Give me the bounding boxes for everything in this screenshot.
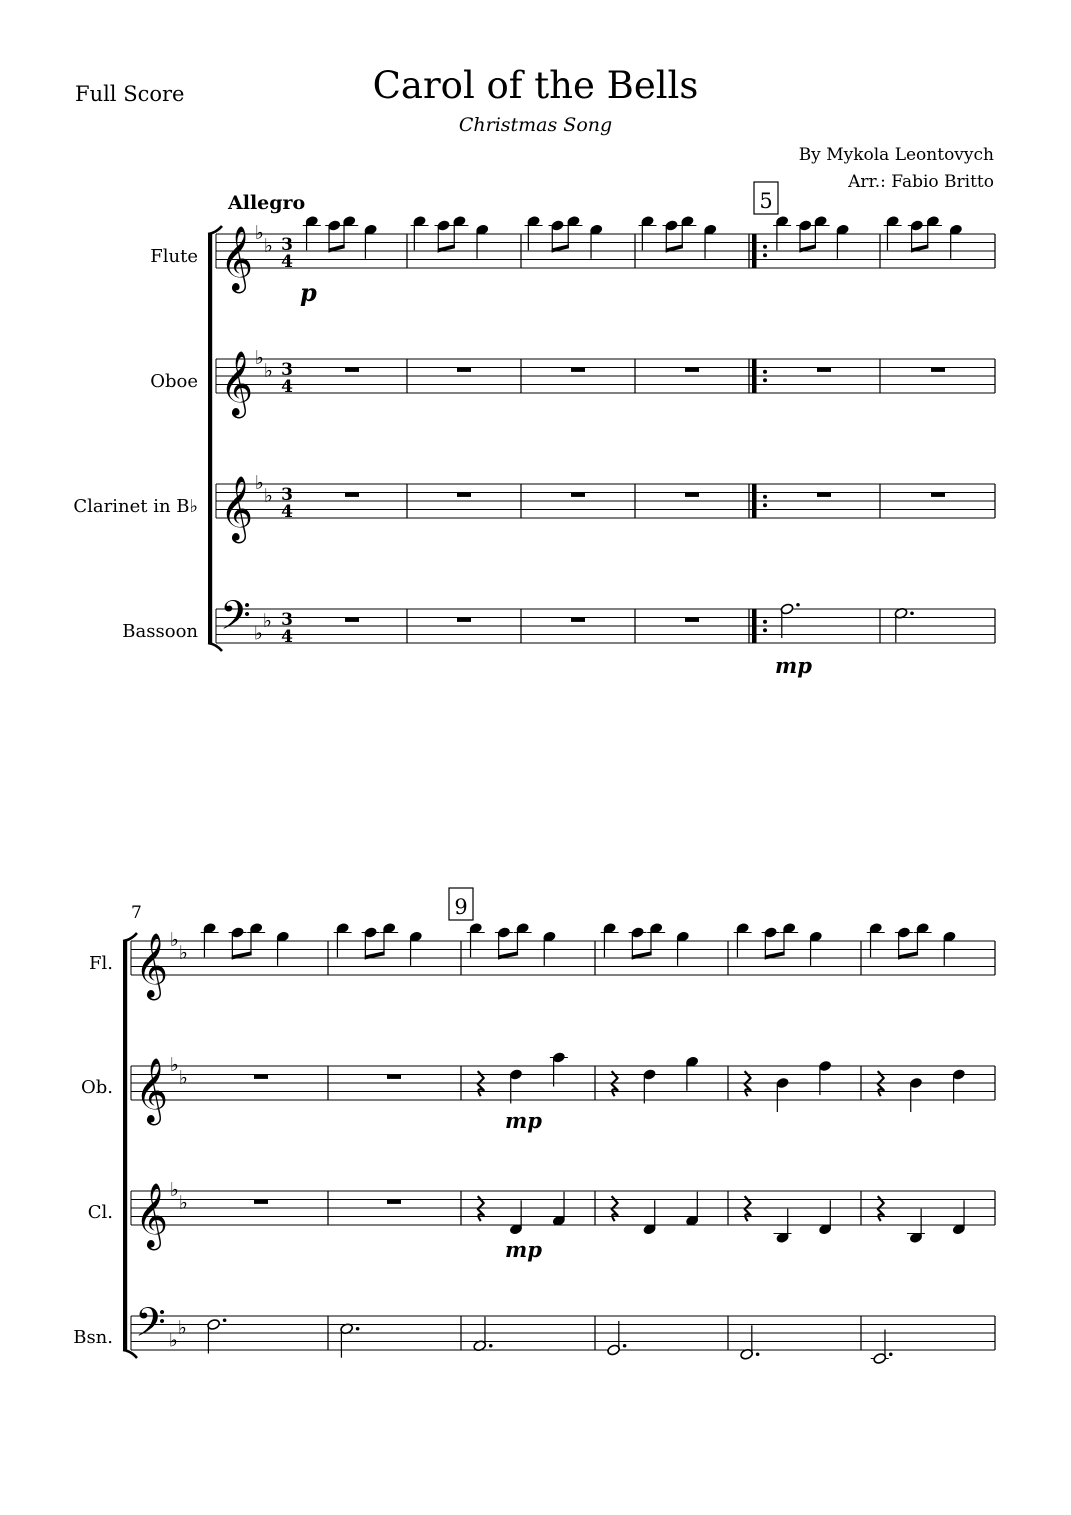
whole-rest bbox=[685, 618, 699, 622]
dynamic-p-flute: p bbox=[300, 278, 317, 307]
thick-bar-line bbox=[752, 234, 757, 268]
rehearsal-mark-5: 5 bbox=[759, 189, 773, 213]
measure-number-7: 7 bbox=[131, 903, 142, 923]
whole-rest bbox=[571, 618, 585, 622]
repeat-dot bbox=[763, 495, 767, 499]
system-2 bbox=[123, 922, 995, 1364]
flat-sign: ♭ bbox=[264, 359, 273, 382]
time-signature-bottom: 4 bbox=[281, 377, 293, 397]
system-bracket bbox=[123, 941, 127, 1350]
flat-sign: ♭ bbox=[179, 941, 188, 964]
treble-clef: 𝄞 bbox=[220, 226, 254, 291]
score-subtitle: Christmas Song bbox=[458, 114, 613, 136]
treble-clef: 𝄞 bbox=[135, 1183, 169, 1248]
whole-rest bbox=[345, 368, 359, 372]
augmentation-dot bbox=[623, 1344, 627, 1348]
treble-clef: 𝄞 bbox=[220, 351, 254, 416]
flat-sign: ♭ bbox=[264, 234, 273, 257]
flat-sign: ♭ bbox=[179, 1191, 188, 1214]
repeat-dot bbox=[763, 253, 767, 257]
repeat-dot bbox=[763, 503, 767, 507]
whole-rest bbox=[571, 368, 585, 372]
system-bracket bbox=[208, 234, 212, 643]
instrument-label-oboe: Oboe bbox=[150, 371, 198, 392]
flat-sign: ♭ bbox=[179, 1066, 188, 1089]
whole-rest bbox=[387, 1200, 401, 1204]
whole-rest bbox=[685, 493, 699, 497]
time-signature-top: 3 bbox=[281, 235, 293, 255]
repeat-dot bbox=[763, 370, 767, 374]
whole-rest bbox=[457, 493, 471, 497]
flat-sign: ♭ bbox=[178, 1316, 187, 1339]
time-signature-bottom: 4 bbox=[281, 502, 293, 522]
repeat-dot bbox=[763, 628, 767, 632]
instrument-label-bsn: Bsn. bbox=[73, 1327, 113, 1348]
repeat-dot bbox=[763, 378, 767, 382]
flat-sign: ♭ bbox=[170, 929, 179, 951]
instrument-label-flute: Flute bbox=[150, 246, 198, 267]
composer-credit: By Mykola Leontovych bbox=[798, 145, 994, 165]
whole-rest bbox=[457, 368, 471, 372]
whole-rest bbox=[685, 368, 699, 372]
instrument-label-clarinet: Clarinet in B♭ bbox=[73, 496, 198, 517]
whole-rest bbox=[571, 493, 585, 497]
dynamic-mp-oboe: mp bbox=[505, 1108, 542, 1133]
flat-sign: ♭ bbox=[255, 347, 264, 369]
dynamic-mp-clarinet: mp bbox=[505, 1237, 542, 1262]
flat-sign: ♭ bbox=[264, 484, 273, 507]
repeat-dot bbox=[763, 620, 767, 624]
time-signature-top: 3 bbox=[281, 360, 293, 380]
instrument-label-cl: Cl. bbox=[87, 1202, 113, 1223]
time-signature-top: 3 bbox=[281, 485, 293, 505]
treble-clef: 𝄞 bbox=[135, 933, 169, 998]
time-signature-bottom: 4 bbox=[281, 252, 293, 272]
flat-sign: ♭ bbox=[255, 222, 264, 244]
augmentation-dot bbox=[910, 611, 914, 615]
arranger-credit: Arr.: Fabio Britto bbox=[848, 172, 994, 192]
whole-rest bbox=[931, 368, 945, 372]
flat-sign: ♭ bbox=[170, 1179, 179, 1201]
flat-sign: ♭ bbox=[255, 472, 264, 494]
whole-rest bbox=[254, 1200, 268, 1204]
whole-rest bbox=[345, 493, 359, 497]
instrument-label-fl: Fl. bbox=[89, 953, 113, 974]
whole-rest bbox=[457, 618, 471, 622]
whole-rest bbox=[345, 618, 359, 622]
augmentation-dot bbox=[489, 1344, 493, 1348]
augmentation-dot bbox=[223, 1318, 227, 1322]
bass-clef: 𝄢 bbox=[135, 1299, 166, 1356]
treble-clef: 𝄞 bbox=[135, 1058, 169, 1123]
treble-clef: 𝄞 bbox=[220, 476, 254, 541]
flat-sign: ♭ bbox=[254, 622, 263, 645]
system-1 bbox=[208, 215, 995, 651]
score-title: Carol of the Bells bbox=[372, 64, 699, 107]
time-signature-top: 3 bbox=[281, 610, 293, 630]
whole-rest bbox=[817, 493, 831, 497]
rehearsal-mark-9: 9 bbox=[454, 895, 468, 919]
flat-sign: ♭ bbox=[169, 1329, 178, 1352]
time-signature-bottom: 4 bbox=[281, 627, 293, 647]
instrument-label-bassoon: Bassoon bbox=[122, 621, 198, 642]
score-type-label: Full Score bbox=[75, 82, 185, 106]
whole-rest bbox=[817, 368, 831, 372]
instrument-label-ob: Ob. bbox=[80, 1077, 113, 1098]
whole-rest bbox=[387, 1075, 401, 1079]
dynamic-mp-bassoon: mp bbox=[775, 653, 812, 678]
thick-bar-line bbox=[752, 359, 757, 393]
augmentation-dot bbox=[796, 603, 800, 607]
repeat-dot bbox=[763, 245, 767, 249]
augmentation-dot bbox=[356, 1327, 360, 1331]
whole-rest bbox=[931, 493, 945, 497]
augmentation-dot bbox=[756, 1352, 760, 1356]
whole-rest bbox=[254, 1075, 268, 1079]
thick-bar-line bbox=[752, 484, 757, 518]
flat-sign: ♭ bbox=[263, 609, 272, 632]
flat-sign: ♭ bbox=[170, 1054, 179, 1076]
tempo-marking: Allegro bbox=[228, 192, 306, 214]
bass-clef: 𝄢 bbox=[220, 592, 251, 649]
thick-bar-line bbox=[752, 609, 757, 643]
augmentation-dot bbox=[889, 1352, 893, 1356]
